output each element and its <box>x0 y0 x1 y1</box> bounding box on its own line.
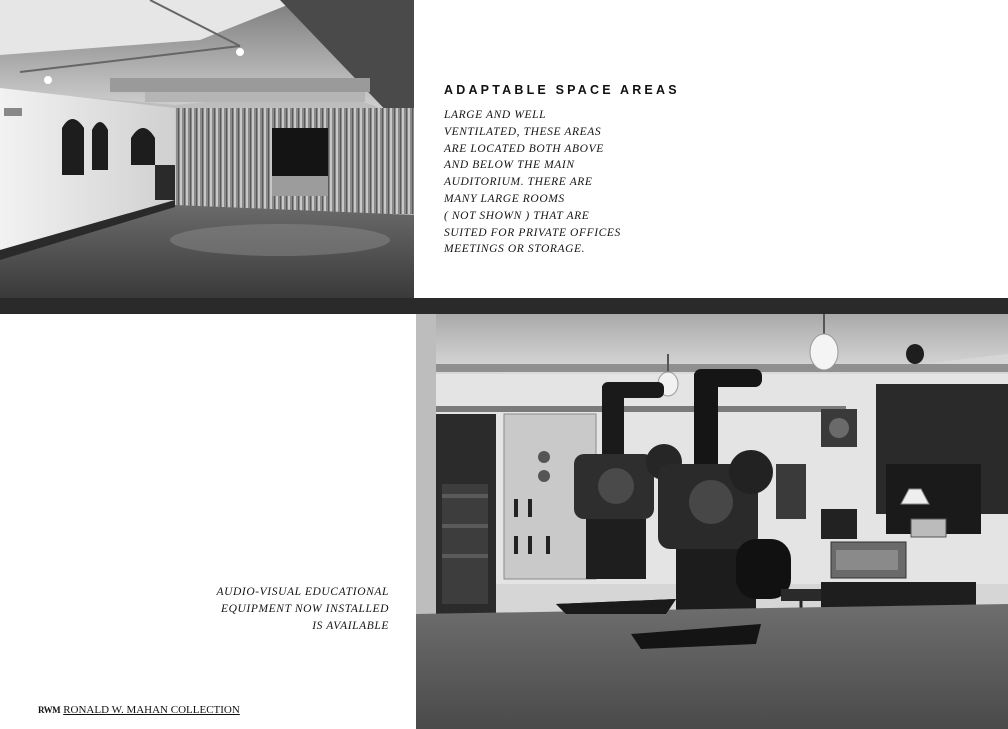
projection-booth-photo <box>416 314 1008 729</box>
caption-line: MEETINGS OR STORAGE. <box>444 243 586 256</box>
collection-logo: RWM <box>38 705 61 715</box>
section-heading: ADAPTABLE SPACE AREAS <box>444 83 680 97</box>
divider-band <box>0 298 1008 314</box>
collection-credit-text: RONALD W. MAHAN COLLECTION <box>63 704 240 716</box>
caption-line: AUDITORIUM. THERE ARE <box>444 176 593 189</box>
space-areas-photo <box>0 0 414 298</box>
caption-line: MANY LARGE ROOMS <box>444 192 565 205</box>
caption-line: SUITED FOR PRIVATE OFFICES <box>444 226 621 239</box>
space-areas-caption <box>444 107 621 258</box>
caption-line: AND BELOW THE MAIN <box>444 159 575 172</box>
caption-line: EQUIPMENT NOW INSTALLED <box>221 602 389 615</box>
collection-credit <box>38 704 240 716</box>
caption-line: LARGE AND WELL <box>444 109 547 121</box>
caption-line: ARE LOCATED BOTH ABOVE <box>444 142 604 155</box>
audio-visual-caption <box>180 584 389 634</box>
caption-line: IS AVAILABLE <box>312 619 389 632</box>
caption-line: VENTILATED, THESE AREAS <box>444 125 602 138</box>
caption-line: AUDIO-VISUAL EDUCATIONAL <box>216 586 389 598</box>
caption-line: ( NOT SHOWN ) THAT ARE <box>444 209 590 222</box>
